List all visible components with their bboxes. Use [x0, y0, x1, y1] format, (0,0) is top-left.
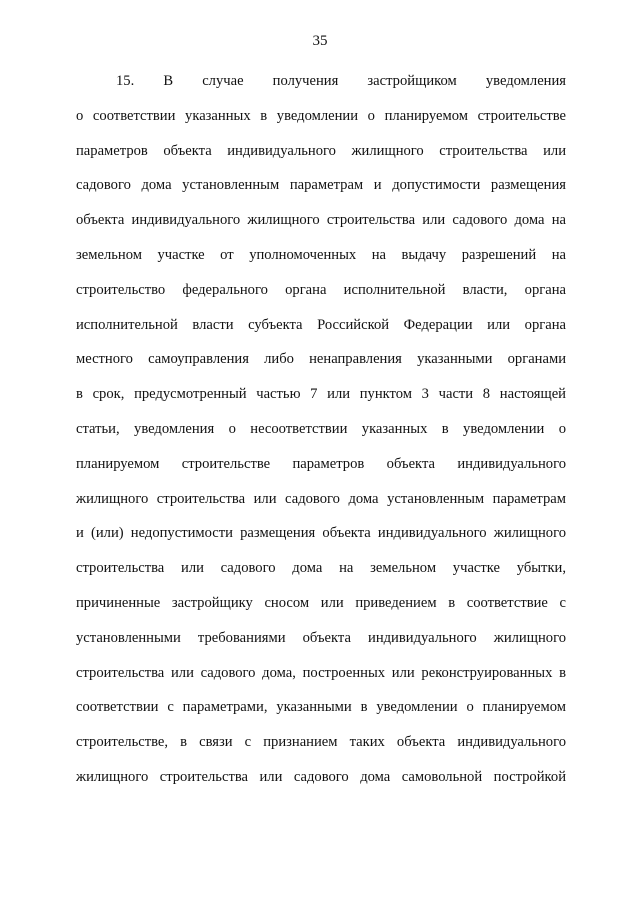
- text-line: и (или) недопустимости размещения объекта индивидуального жилищного: [76, 525, 566, 542]
- text-line: жилищного строительства или садового дома самовольной постройкой: [76, 768, 566, 785]
- text-line: местного самоуправления либо ненаправления указанными органами: [76, 351, 566, 368]
- text-line: параметров объекта индивидуального жилищного строительства или: [76, 142, 566, 159]
- text-line: причиненные застройщику сносом или приведением в соответствие с: [76, 594, 566, 611]
- text-line: строительстве, в связи с признанием таких объекта индивидуального: [76, 734, 566, 751]
- text-line: планируемом строительстве параметров объекта индивидуального: [76, 455, 566, 472]
- text-line: исполнительной власти субъекта Российской Федерации или органа: [76, 316, 566, 333]
- text-line: строительства или садового дома на земельном участке убытки,: [76, 560, 566, 577]
- body-paragraph: [76, 70, 566, 801]
- text-line: статьи, уведомления о несоответствии указанных в уведомлении о: [76, 420, 566, 437]
- text-line: земельном участке от уполномоченных на выдачу разрешений на: [76, 246, 566, 263]
- text-line: объекта индивидуального жилищного строительства или садового дома на: [76, 212, 566, 229]
- text-line: соответствии с параметрами, указанными в уведомлении о планируемом: [76, 699, 566, 716]
- text-line: садового дома установленным параметрам и допустимости размещения: [76, 177, 566, 194]
- text-line: в срок, предусмотренный частью 7 или пунктом 3 части 8 настоящей: [76, 386, 566, 403]
- text-line: строительства или садового дома, построенных или реконструированных в: [76, 664, 566, 681]
- text-line: 15. В случае получения застройщиком уведомления: [116, 73, 566, 89]
- text-line: о соответствии указанных в уведомлении о планируемом строительстве: [76, 107, 566, 124]
- text-line: строительство федерального органа исполнительной власти, органа: [76, 281, 566, 298]
- page-number: 35: [312, 33, 328, 49]
- text-line: установленными требованиями объекта индивидуального жилищного: [76, 629, 566, 646]
- text-line: жилищного строительства или садового дома установленным параметрам: [76, 490, 566, 507]
